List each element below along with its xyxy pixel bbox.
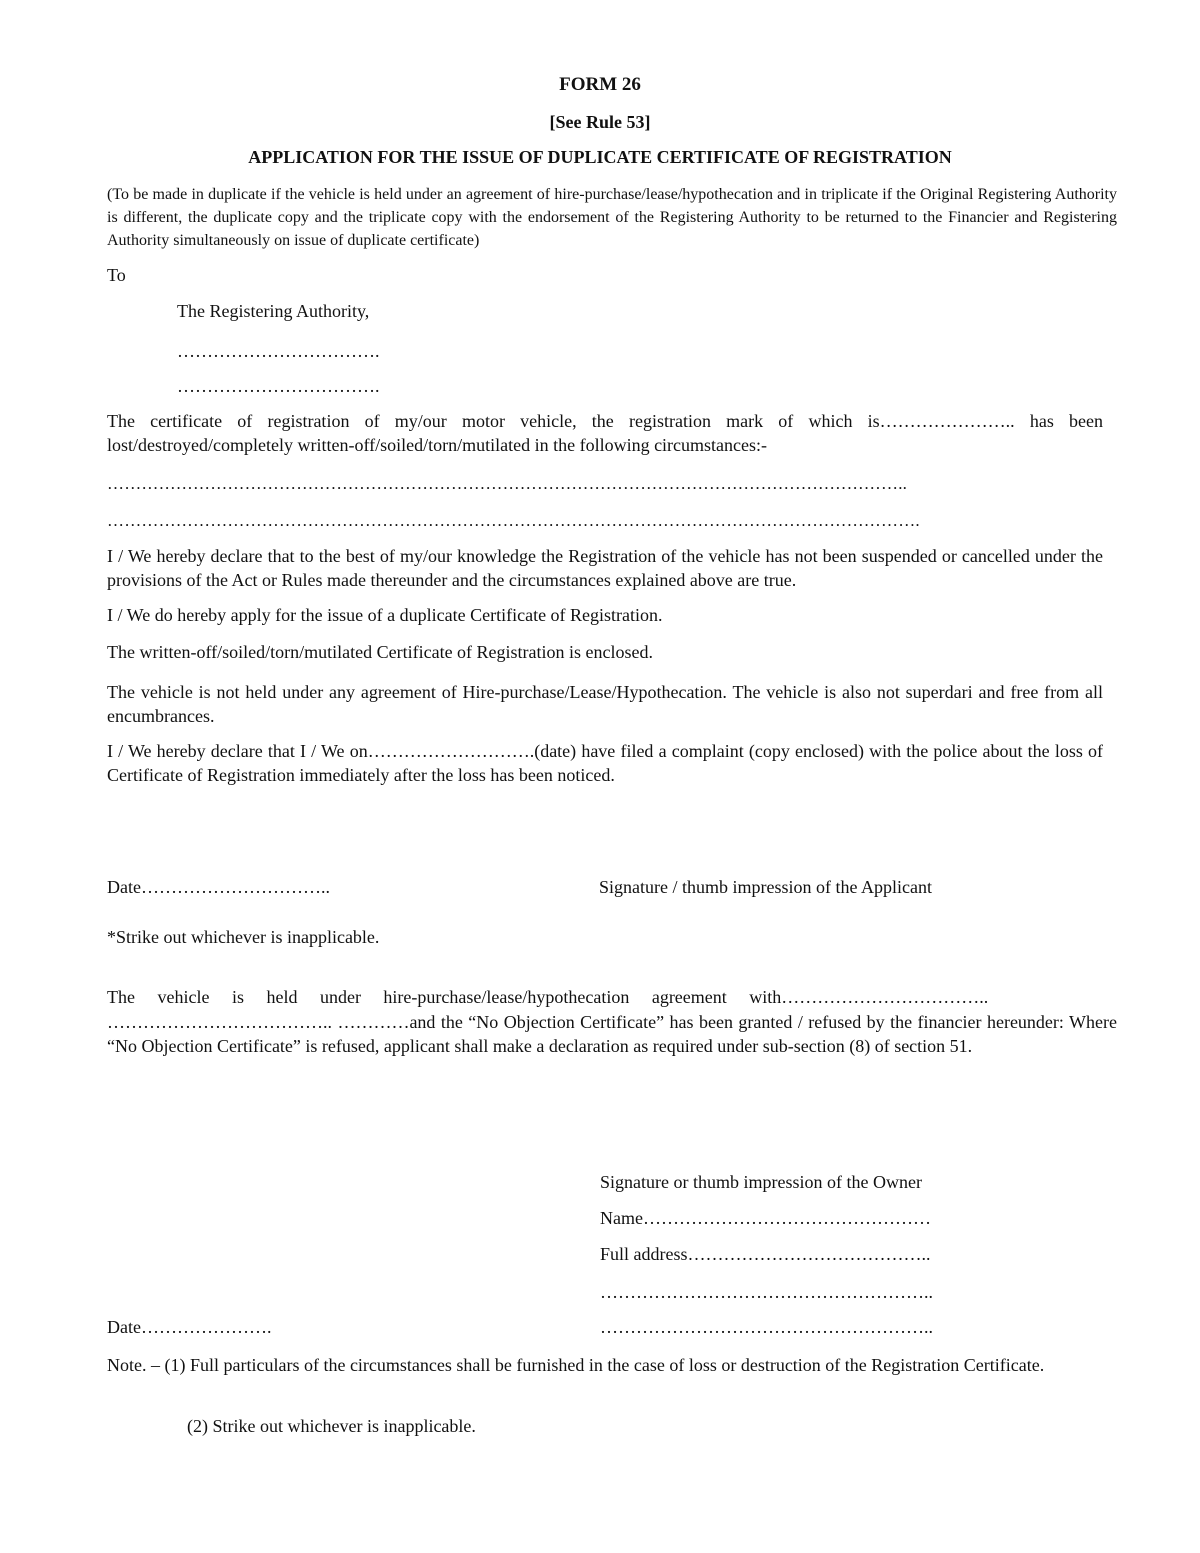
owner-address-line-2: ……………………………………………….. xyxy=(600,1282,933,1302)
rule-reference: [See Rule 53] xyxy=(549,112,651,132)
form-heading: APPLICATION FOR THE ISSUE OF DUPLICATE CERTIFICATE OF REGISTRATION xyxy=(248,147,952,167)
owner-date: Date…………………. xyxy=(107,1317,272,1337)
address-line-1: ……………………………. xyxy=(177,341,380,361)
circumstances-line-2: ……………………………………………………………………………………………………………………………. xyxy=(107,511,920,530)
address-authority: The Registering Authority, xyxy=(177,301,370,321)
applicant-date: Date………………………….. xyxy=(107,877,330,897)
strike-out-note: *Strike out whichever is inapplicable. xyxy=(107,927,380,947)
owner-signature-label: Signature or thumb impression of the Owner xyxy=(600,1172,922,1192)
circumstances-line-1: ………………………………………………………………………………………………………………………….. xyxy=(107,474,908,493)
note-2: (2) Strike out whichever is inapplicable. xyxy=(187,1416,476,1436)
declaration-paragraph: I / We hereby declare that to the best of my/our knowledge the Registration of the vehicle has not been suspended or cancelled under the provisions of the Act or Rules made thereunder and the circumstances explained above are true. xyxy=(107,546,1103,590)
form-title: FORM 26 xyxy=(559,74,641,95)
complaint-statement: I / We hereby declare that I / We on……………………….(date) have filed a complaint (copy enclosed) with the police about the loss of Certificate of Registration immediately after the loss has been noticed. xyxy=(107,741,1103,785)
not-held-statement: The vehicle is not held under any agreement of Hire-purchase/Lease/Hypothecation. The vehicle is also not superdari and free from all encumbrances. xyxy=(107,682,1103,726)
note-1: Note. – (1) Full particulars of the circumstances shall be furnished in the case of loss or destruction of the Registration Certificate. xyxy=(107,1355,1045,1375)
instructions-paragraph: (To be made in duplicate if the vehicle is held under an agreement of hire-purchase/lease/hypothecation and in triplicate if the Original Registering Authority is different, the duplicate copy and the triplicate copy with the endorsement of the Registering Authority to be returned to the Financier and Registering Authority simultaneously on issue of duplicate certificate) xyxy=(107,186,1117,249)
apply-statement: I / We do hereby apply for the issue of a duplicate Certificate of Registration. xyxy=(107,605,663,625)
address-line-2: ……………………………. xyxy=(177,376,380,396)
owner-address-field: Full address………………………………….. xyxy=(600,1244,931,1264)
enclosed-statement: The written-off/soiled/torn/mutilated Certificate of Registration is enclosed. xyxy=(107,642,654,662)
address-to: To xyxy=(107,265,126,285)
financier-line-1: The vehicle is held under hire-purchase/lease/hypothecation agreement with…………………………….. xyxy=(107,987,989,1007)
financier-paragraph: ……………………………….. …………and the “No Objection Certificate” has been granted / refused by the financier hereunder: Where “No Objection Certificate” is refused, applicant shall make a declaration as required under sub-section (8) of section 51. xyxy=(107,1012,1117,1056)
owner-name-field: Name………………………………………… xyxy=(600,1208,931,1228)
applicant-signature-label: Signature / thumb impression of the Applicant xyxy=(599,877,932,897)
owner-address-line-3: ……………………………………………….. xyxy=(600,1317,933,1337)
circumstances-intro: The certificate of registration of my/our motor vehicle, the registration mark of which is………………….. has been lost/destroyed/completely written-off/soiled/torn/mutilated in the following circumstances:- xyxy=(107,411,1103,455)
